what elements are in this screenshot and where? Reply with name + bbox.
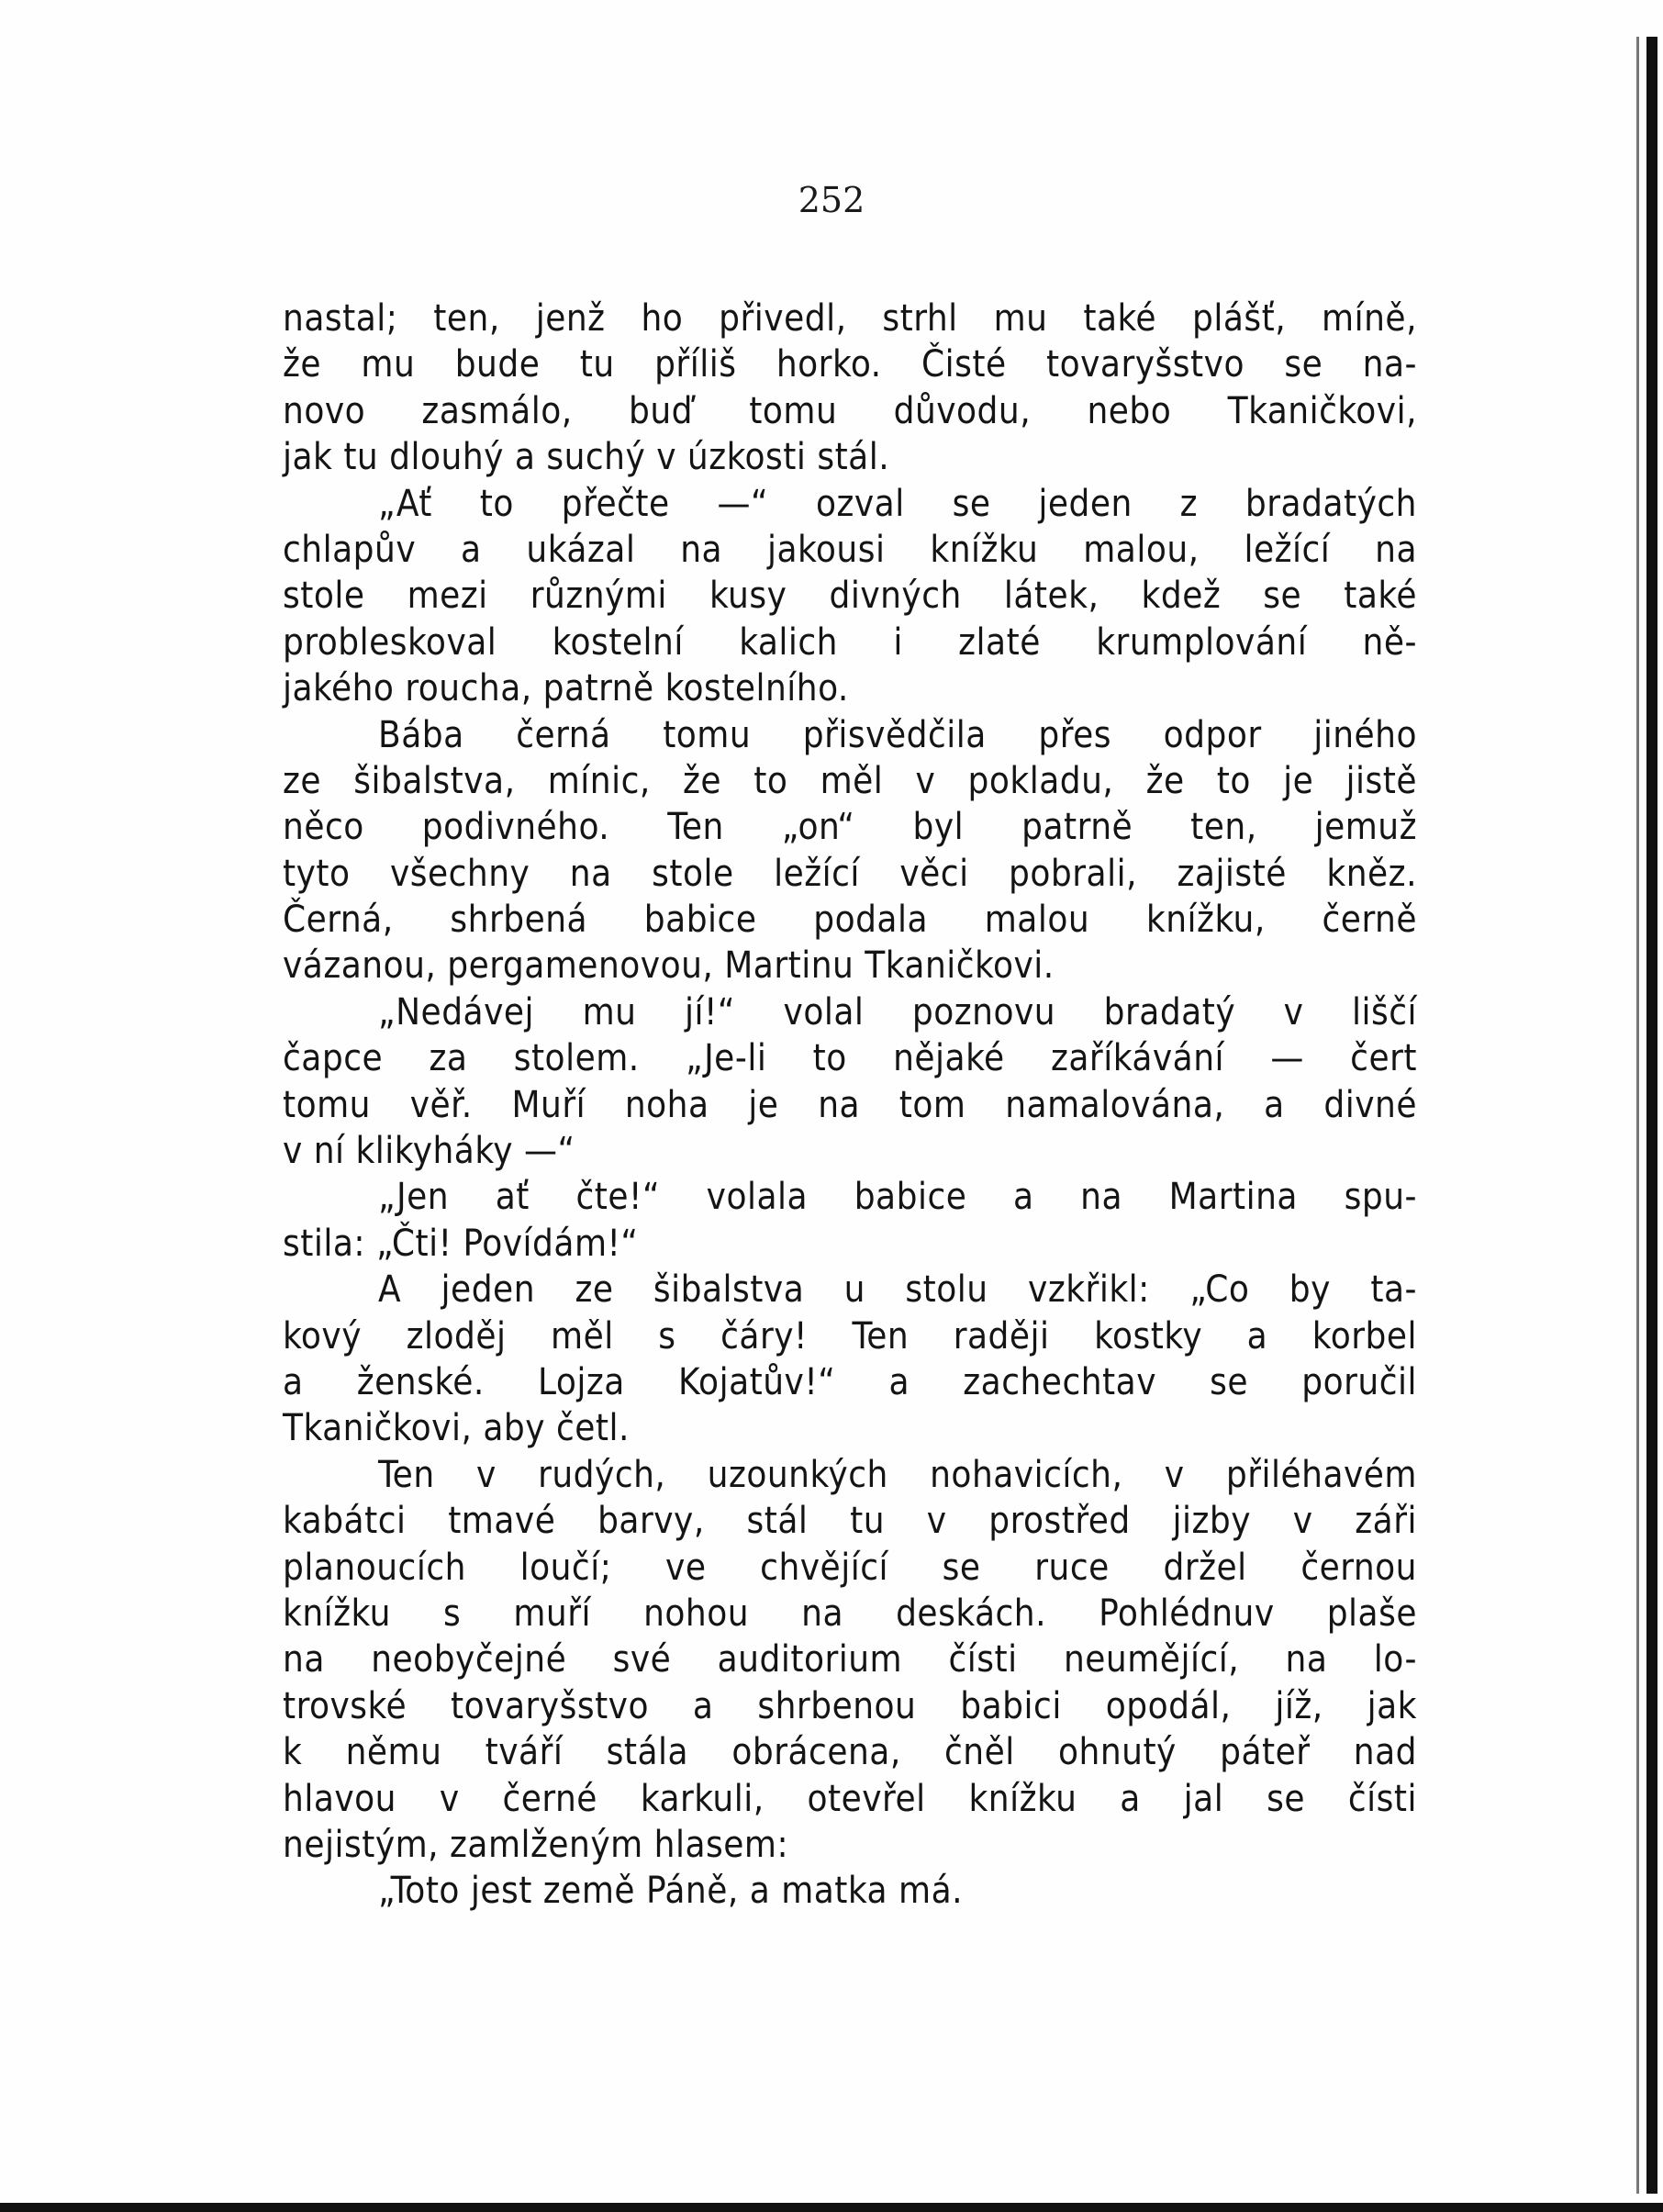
scan-edge-right xyxy=(1646,37,1657,2194)
text-line: knížku s muří nohou na deskách. Pohlédnuv plaše xyxy=(283,1592,1417,1635)
text-line: tyto všechny na stole ležící věci pobrali, zajisté kněz. xyxy=(283,852,1417,895)
text-line: Bába černá tomu přisvědčila přes odpor jiného xyxy=(378,713,1417,756)
text-line: kový zloděj měl s čáry! Ten raději kostky a korbel xyxy=(283,1314,1417,1357)
text-line: kabátci tmavé barvy, stál tu v prostřed jizby v záři xyxy=(283,1500,1417,1543)
text-line: probleskoval kostelní kalich i zlaté krumplování ně- xyxy=(283,620,1417,664)
text-line: stila: „Čti! Povídám!“ xyxy=(283,1222,639,1265)
page-number: 252 xyxy=(798,180,865,220)
text-line: Ten v rudých, uzounkých nohavicích, v přiléhavém xyxy=(378,1453,1417,1496)
text-line: „Toto jest země Páně, a matka má. xyxy=(378,1870,964,1913)
text-line: planoucích loučí; ve chvějící se ruce držel černou xyxy=(283,1546,1417,1589)
text-line: hlavou v černé karkuli, otevřel knížku a jal se čísti xyxy=(283,1777,1417,1820)
text-line: trovské tovaryšstvo a shrbenou babici opodál, jíž, jak xyxy=(283,1684,1417,1727)
text-line: Černá, shrbená babice podala malou knížku, černě xyxy=(283,899,1417,942)
text-line: v ní klikyháky —“ xyxy=(283,1130,575,1173)
text-line: „Jen ať čte!“ volala babice a na Martina spu- xyxy=(378,1176,1417,1219)
text-line: a ženské. Lojza Kojatův!“ a zachechtav se poručil xyxy=(283,1360,1417,1403)
scan-edge-line xyxy=(1636,37,1639,2194)
text-line: tomu věř. Muří noha je na tom namalována, a divné xyxy=(283,1083,1417,1126)
text-line: novo zasmálo, buď tomu důvodu, nebo Tkaničkovi, xyxy=(283,389,1417,432)
text-line: stole mezi různými kusy divných látek, kdež se také xyxy=(283,575,1417,618)
text-line: vázanou, pergamenovou, Martinu Tkaničkovi. xyxy=(283,944,1055,988)
text-line: čapce za stolem. „Je-li to nějaké zaříkávání — čert xyxy=(283,1037,1417,1080)
text-line: A jeden ze šibalstva u stolu vzkřikl: „Co by ta- xyxy=(378,1268,1417,1312)
text-line: že mu bude tu příliš horko. Čisté tovaryšstvo se na- xyxy=(283,343,1417,386)
text-line: něco podivného. Ten „on“ byl patrně ten, jemuž xyxy=(283,806,1417,849)
scan-edge-bottom xyxy=(0,2203,1663,2212)
text-line: „Ať to přečte —“ ozval se jeden z bradatých xyxy=(378,482,1417,525)
text-line: k němu tváří stála obrácena, čněl ohnutý páteř nad xyxy=(283,1731,1417,1774)
text-line: „Nedávej mu jí!“ volal poznovu bradatý v liščí xyxy=(378,990,1417,1033)
text-line: nastal; ten, jenž ho přivedl, strhl mu také plášť, míně, xyxy=(283,297,1417,340)
text-line: na neobyčejné své auditorium čísti neumějící, na lo- xyxy=(283,1638,1417,1681)
text-line: jakého roucha, patrně kostelního. xyxy=(283,667,849,710)
text-line: jak tu dlouhý a suchý v úzkosti stál. xyxy=(283,436,890,479)
body-text xyxy=(283,296,1417,1915)
text-line: Tkaničkovi, aby četl. xyxy=(283,1407,630,1450)
text-line: nejistým, zamlženým hlasem: xyxy=(283,1823,789,1866)
text-line: chlapův a ukázal na jakousi knížku malou, ležící na xyxy=(283,528,1417,571)
text-line: ze šibalstva, mínic, že to měl v pokladu, že to je jistě xyxy=(283,759,1417,802)
